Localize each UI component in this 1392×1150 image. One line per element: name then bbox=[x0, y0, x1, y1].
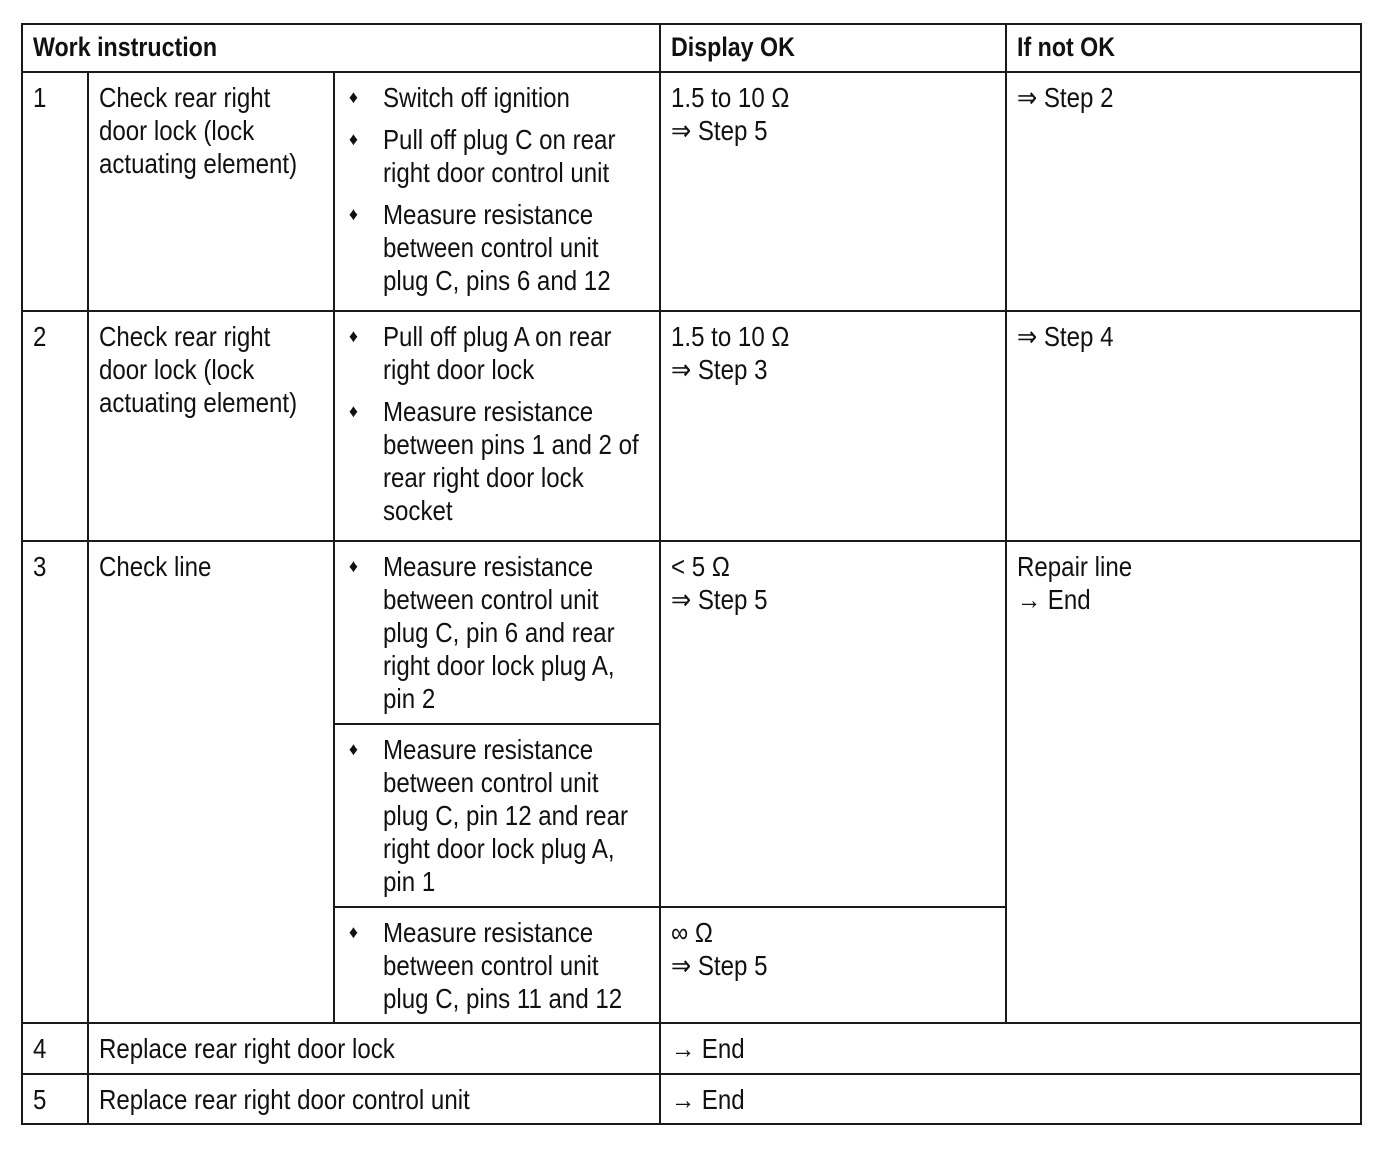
step-task: Replace rear right door control unit bbox=[88, 1074, 660, 1124]
display-ok-cell: ∞ Ω ⇒ Step 5 bbox=[660, 907, 1006, 1024]
header-work-instruction: Work instruction bbox=[22, 24, 660, 72]
step-row-5 bbox=[22, 1074, 1361, 1124]
diamond-bullet-icon: ♦ bbox=[348, 738, 359, 759]
work-instruction-table bbox=[21, 23, 1362, 1125]
if-not-ok-cell: ⇒ Step 4 bbox=[1006, 311, 1361, 540]
step-number: 2 bbox=[22, 311, 88, 540]
step-result: → End bbox=[660, 1023, 1361, 1073]
diamond-bullet-icon: ♦ bbox=[348, 326, 359, 347]
action-item: ♦ Measure resistance between control unit plug C, pin 6 and rear right door lock plug A, pin 2 bbox=[345, 550, 649, 715]
action-item: ♦ Measure resistance between control unit plug C, pins 11 and 12 bbox=[345, 916, 649, 1015]
step-actions bbox=[334, 907, 660, 1024]
action-item: ♦ Switch off ignition bbox=[345, 81, 649, 114]
action-item: ♦ Measure resistance between control unit plug C, pins 6 and 12 bbox=[345, 198, 649, 297]
header-if-not-ok: If not OK bbox=[1006, 24, 1361, 72]
header-display-ok: Display OK bbox=[660, 24, 1006, 72]
display-ok-cell: 1.5 to 10 Ω ⇒ Step 3 bbox=[660, 311, 1006, 540]
step-task: Check rear right door lock (lock actuating element) bbox=[88, 311, 334, 540]
step-actions bbox=[334, 72, 660, 311]
if-not-ok-cell: Repair line → End bbox=[1006, 541, 1361, 1024]
step-task: Check rear right door lock (lock actuating element) bbox=[88, 72, 334, 311]
diamond-bullet-icon: ♦ bbox=[348, 401, 359, 422]
step-row-4 bbox=[22, 1023, 1361, 1073]
step-row-1 bbox=[22, 72, 1361, 311]
step-row-3 bbox=[22, 541, 1361, 724]
step-number: 3 bbox=[22, 541, 88, 1024]
if-not-ok-cell: ⇒ Step 2 bbox=[1006, 72, 1361, 311]
action-item: ♦ Pull off plug A on rear right door lock bbox=[345, 320, 649, 386]
diamond-bullet-icon: ♦ bbox=[348, 129, 359, 149]
display-ok-cell: < 5 Ω ⇒ Step 5 bbox=[660, 541, 1006, 907]
step-number: 1 bbox=[22, 72, 88, 311]
step-actions bbox=[334, 541, 660, 724]
step-actions bbox=[334, 311, 660, 540]
diamond-bullet-icon: ♦ bbox=[348, 87, 359, 107]
step-row-2 bbox=[22, 311, 1361, 540]
step-number: 5 bbox=[22, 1074, 88, 1124]
diamond-bullet-icon: ♦ bbox=[348, 555, 359, 576]
action-item: ♦ Pull off plug C on rear right door control unit bbox=[345, 123, 649, 189]
action-item: ♦ Measure resistance between pins 1 and 2 of rear right door lock socket bbox=[345, 395, 649, 527]
step-result: → End bbox=[660, 1074, 1361, 1124]
diamond-bullet-icon: ♦ bbox=[348, 204, 359, 224]
step-task: Replace rear right door lock bbox=[88, 1023, 660, 1073]
step-task: Check line bbox=[88, 541, 334, 1024]
step-number: 4 bbox=[22, 1023, 88, 1073]
diamond-bullet-icon: ♦ bbox=[348, 921, 359, 942]
step-actions bbox=[334, 724, 660, 907]
header-row bbox=[22, 24, 1361, 72]
display-ok-cell: 1.5 to 10 Ω ⇒ Step 5 bbox=[660, 72, 1006, 311]
action-item: ♦ Measure resistance between control unit plug C, pin 12 and rear right door lock plug A, pin 1 bbox=[345, 733, 649, 898]
